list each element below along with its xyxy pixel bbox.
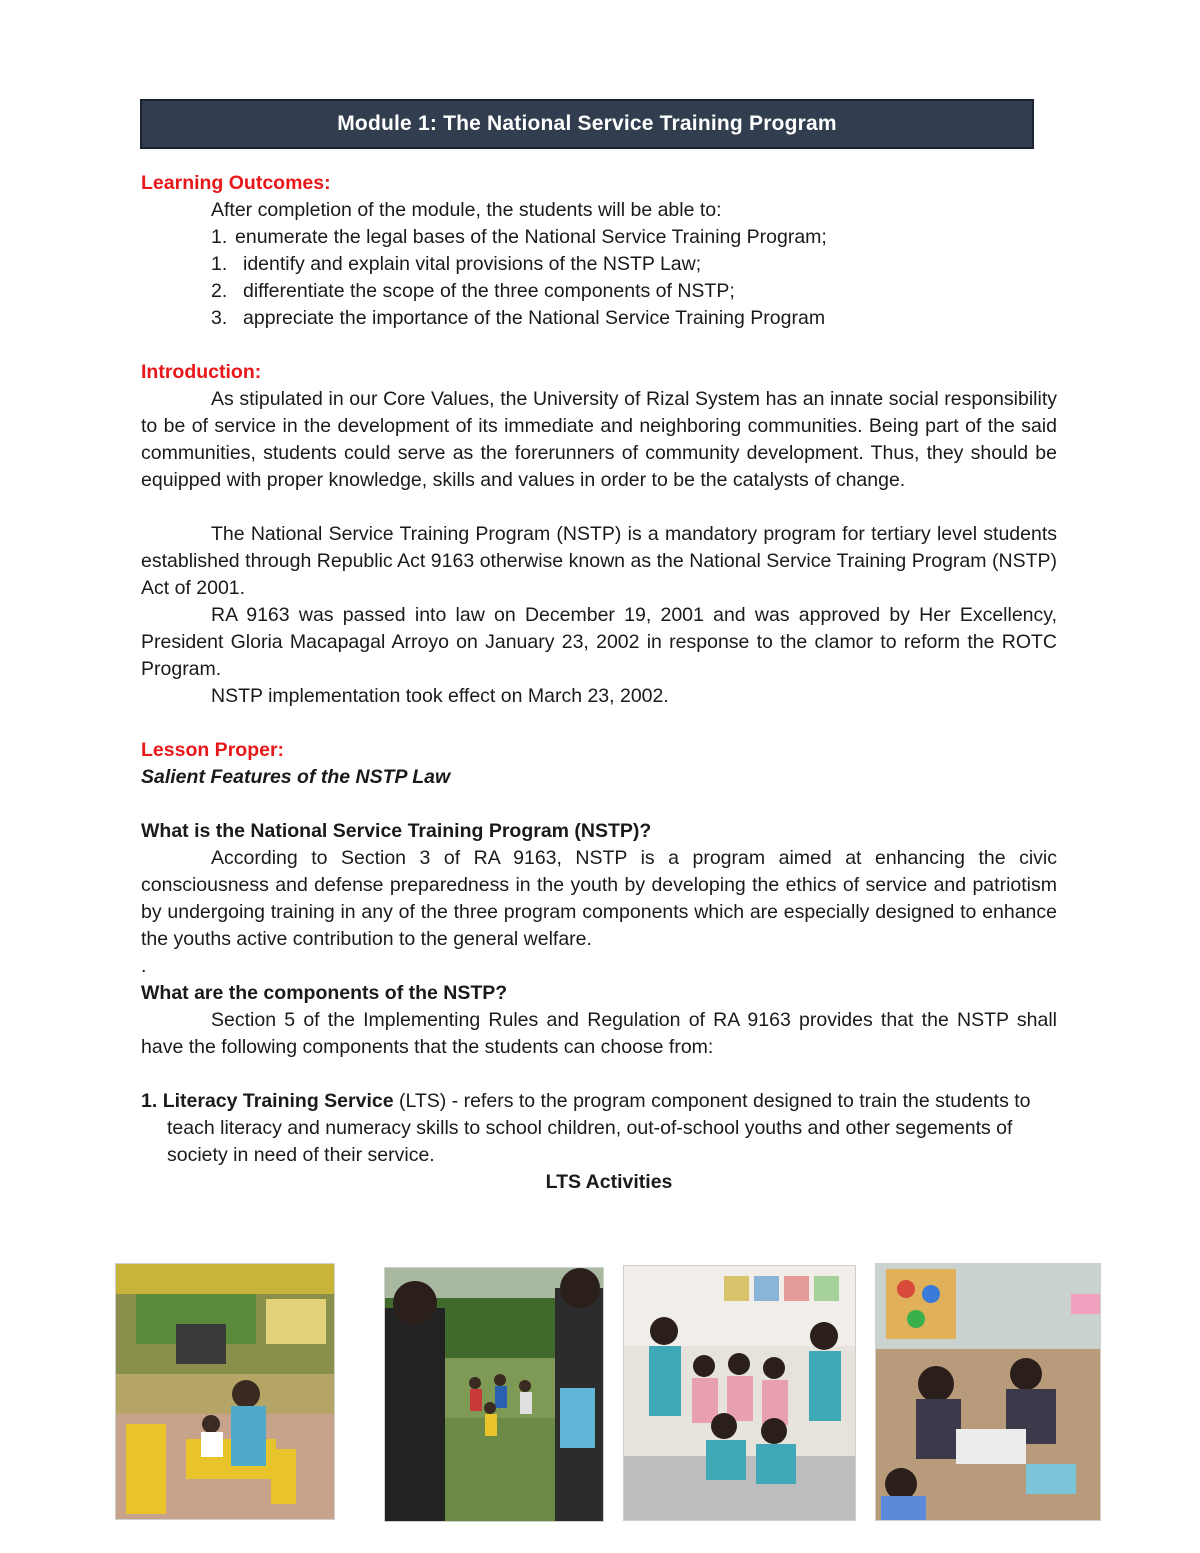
introduction-paragraph: NSTP implementation took effect on March 23, 2002. (211, 685, 669, 707)
lesson-subheading: Salient Features of the NSTP Law (141, 766, 451, 788)
drawing-activity-photo-illustration (876, 1264, 1100, 1520)
component-item: 1. Literacy Training Service (LTS) - refers to the program component designed to train the students to teach literacy and numeracy skills to school children, out-of-school youths and other segements of society in need of their service. (141, 1090, 1031, 1166)
outcome-item: 1. identify and explain vital provisions of the NSTP Law; (211, 253, 702, 275)
lts-activity-photo (115, 1263, 335, 1520)
answer-paragraph: According to Section 3 of RA 9163, NSTP is a program aimed at enhancing the civic consciousness and defense preparedness in the youth by developing the ethics of service and patriotism by undergoing training in any of the three program components which are especially designed to enhance the youths active contribution to the general welfare. (141, 847, 1057, 950)
group-photo-illustration (624, 1266, 855, 1520)
outdoor-photo-illustration (385, 1268, 603, 1521)
separator-dot: . (141, 955, 147, 977)
introduction-paragraph: As stipulated in our Core Values, the University of Rizal System has an innate social responsibility to be of service in the development of its immediate and neighboring communities. Being part of the said communities, students could serve as the forerunners of community development. Thus, they should be equipped with proper knowledge, skills and values in order to be the catalysts of change. (141, 388, 1057, 491)
lesson-proper-heading: Lesson Proper: (141, 739, 285, 761)
learning-outcomes-intro: After completion of the module, the students will be able to: (211, 199, 722, 221)
lts-activity-photo (384, 1267, 604, 1522)
introduction-heading: Introduction: (141, 361, 262, 383)
outcome-item: 2. differentiate the scope of the three components of NSTP; (211, 280, 735, 302)
lts-activity-photo (875, 1263, 1101, 1521)
introduction-paragraph: RA 9163 was passed into law on December 19, 2001 and was approved by Her Excellency, President Gloria Macapagal Arroyo on January 23, 2002 in response to the clamor to reform the ROTC Program. (141, 604, 1057, 680)
document-body (141, 170, 1057, 1196)
module-banner (140, 99, 1034, 149)
module-title: Module 1: The National Service Training Program (337, 112, 837, 135)
figure-caption: LTS Activities (545, 1171, 673, 1193)
question-heading: What is the National Service Training Program (NSTP)? (141, 820, 652, 842)
lts-activity-photo (623, 1265, 856, 1521)
introduction-paragraph: The National Service Training Program (NSTP) is a mandatory program for tertiary level students established through Republic Act 9163 otherwise known as the National Service Training Program (NSTP) Act of 2001. (141, 523, 1057, 599)
learning-outcomes-heading: Learning Outcomes: (141, 172, 331, 194)
outcome-item: 1. enumerate the legal bases of the National Service Training Program; (211, 226, 827, 248)
question-heading: What are the components of the NSTP? (141, 982, 508, 1004)
answer-paragraph: Section 5 of the Implementing Rules and Regulation of RA 9163 provides that the NSTP shall have the following components that the students can choose from: (141, 1009, 1057, 1058)
classroom-photo-illustration (116, 1264, 334, 1519)
outcome-item: 3. appreciate the importance of the National Service Training Program (211, 307, 826, 329)
